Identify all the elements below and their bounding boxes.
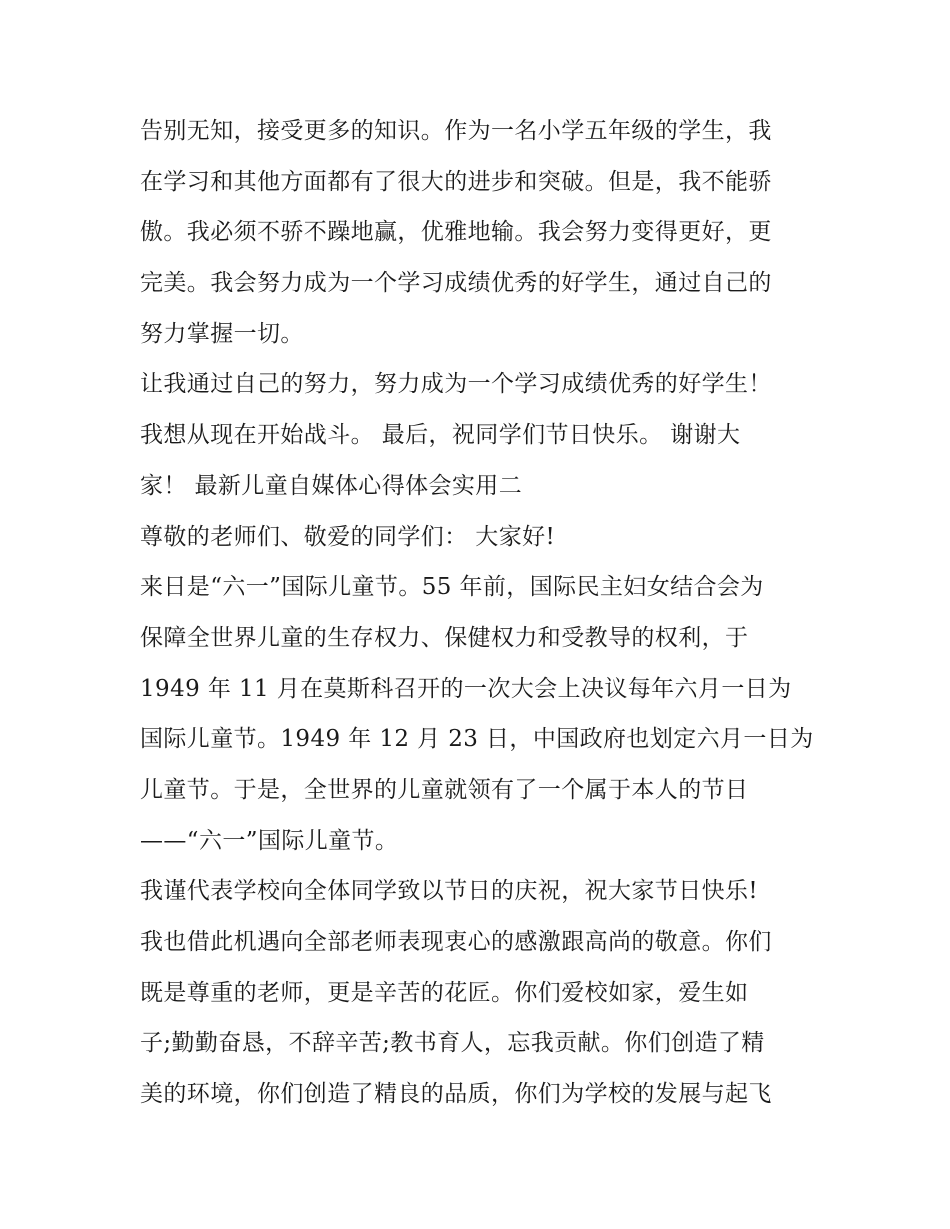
text-line: 傲。我必须不骄不躁地赢，优雅地输。我会努力变得更好，更 bbox=[140, 219, 772, 246]
text-line: ——“六一”国际儿童节。 bbox=[140, 827, 399, 854]
text-line: 保障全世界儿童的生存权力、保健权力和受教导的权利，于 bbox=[140, 624, 749, 651]
document-body bbox=[140, 106, 830, 1120]
text-line: 完美。我会努力成为一个学习成绩优秀的好学生，通过自己的 bbox=[140, 270, 772, 297]
text-line: 告别无知，接受更多的知识。作为一名小学五年级的学生，我 bbox=[140, 118, 772, 144]
text-line: 既是尊重的老师，更是辛苦的花匠。你们爱校如家，爱生如 bbox=[140, 979, 749, 1006]
text-line: 让我通过自己的努力，努力成为一个学习成绩优秀的好学生！ bbox=[140, 371, 772, 398]
text-line: 努力掌握一切。 bbox=[140, 320, 304, 347]
text-line: 家！ 最新儿童自媒体心得体会实用二 bbox=[140, 472, 523, 499]
text-line: 尊敬的老师们、敬爱的同学们： 大家好! bbox=[140, 523, 556, 550]
text-line: 国际儿童节。1949 年 12 月 23 日，中国政府也划定六月一日为 bbox=[140, 726, 814, 753]
text-line: 1949 年 11 月在莫斯科召开的一次大会上决议每年六月一日为 bbox=[140, 675, 792, 702]
text-line: 儿童节。于是，全世界的儿童就领有了一个属于本人的节日 bbox=[140, 776, 749, 803]
text-line: 子;勤勤奋恳，不辞辛苦;教书育人，忘我贡献。你们创造了精 bbox=[140, 1030, 765, 1057]
text-line: 美的环境，你们创造了精良的品质，你们为学校的发展与起飞 bbox=[140, 1081, 772, 1108]
text-line: 我谨代表学校向全体同学致以节日的庆祝，祝大家节日快乐! bbox=[140, 878, 759, 905]
text-line: 我也借此机遇向全部老师表现衷心的感激跟高尚的敬意。你们 bbox=[140, 929, 772, 955]
text-line: 我想从现在开始战斗。 最后，祝同学们节日快乐。 谢谢大 bbox=[140, 422, 741, 449]
text-line: 在学习和其他方面都有了很大的进步和突破。但是，我不能骄 bbox=[140, 168, 772, 195]
text-line: 来日是“六一”国际儿童节。55 年前，国际民主妇女结合会为 bbox=[140, 574, 764, 601]
